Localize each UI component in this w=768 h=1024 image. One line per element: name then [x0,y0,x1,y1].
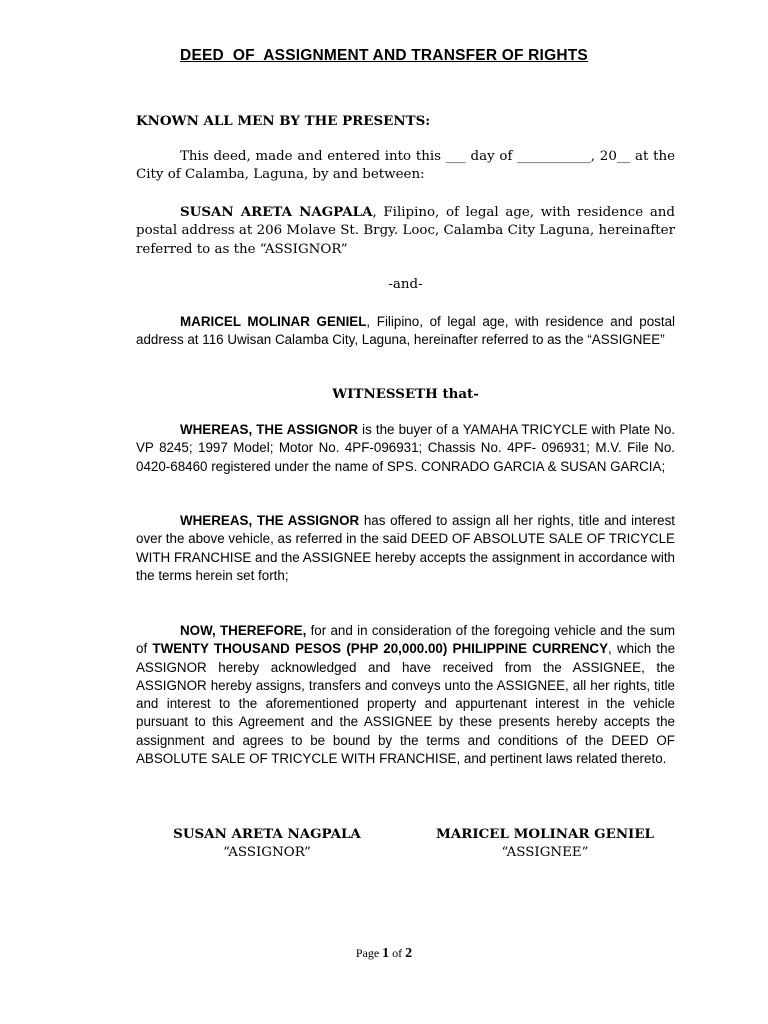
assignee-details: , Filipino, of legal age, with residence and postal address at 116 Uwisan Calamba City, Laguna, hereinafter referred to as the “ASSIGNEE” [136,314,675,348]
intro-paragraph: This deed, made and entered into this ___ day of ___________, 20__ at the City of Calamba, Laguna, by and between: [136,149,675,183]
assignor-details: , Filipino, of legal age, with residence and postal address at 206 Molave St. Brgy. Looc, Calamba City Laguna, hereinafter referred to as the “ASSIGNOR” [136,205,675,257]
whereas-1-text: is the buyer of a YAMAHA TRICYCLE with Plate No. VP 8245; 1997 Model; Motor No. 4PF-096931; Chassis No. 4PF- 096931; M.V. File No. 0420-68460 registered under the name of SPS. CONRADO GARCIA & SUSAN GARCIA; [136,422,675,474]
whereas-paragraph-2 [136,512,675,585]
now-therefore-lead: NOW, THEREFORE, [180,623,307,638]
now-therefore-text-1: for and in consideration of the foregoing vehicle and the sum of [136,623,675,657]
whereas-2-text: has offered to assign all her rights, title and interest over the above vehicle, as referred in the said DEED OF ABSOLUTE SALE OF TRICYCLE WITH FRANCHISE and the ASSIGNEE hereby accepts the assignment in accordance with the terms herein set forth; [136,513,675,583]
now-therefore-paragraph [136,622,675,768]
whereas-2-lead: WHEREAS, THE ASSIGNOR [180,513,360,528]
document-title-text: DEED OF ASSIGNMENT AND TRANSFER OF RIGHTS [180,47,588,64]
witnesseth-heading: WITNESSETH that- [332,386,479,402]
page-label: Page [355,946,380,960]
assignee-signature-block [415,825,675,862]
page-footer [0,946,768,962]
known-all-men-heading: KNOWN ALL MEN BY THE PRESENTS: [136,113,431,129]
and-separator: -and- [388,277,423,292]
now-therefore-text-2: , which the ASSIGNOR hereby acknowledged and have received from the ASSIGNEE, the ASSIGNOR hereby assigns, transfers and conveys unto the ASSIGNEE, all her rights, title and interest to the aforementioned property and appurtenant interest in the vehicle pursuant to this Agreement and the ASSIGNEE by these presents hereby accepts the assignment and agrees to be bound by the terms and conditions of the DEED OF ABSOLUTE SALE OF TRICYCLE WITH FRANCHISE, and pertinent laws related thereto. [136,641,676,767]
assignor-name: SUSAN ARETA NAGPALA [180,204,373,220]
document-title [0,47,768,65]
whereas-paragraph-1 [136,421,675,476]
assignee-signature-role: “ASSIGNEE” [501,844,589,860]
assignor-signature-block [137,825,397,862]
assignee-name: MARICEL MOLINAR GENIEL [180,314,367,329]
assignee-signature-name: MARICEL MOLINAR GENIEL [436,826,654,842]
page-total: 2 [405,946,413,961]
assignor-paragraph [136,203,675,259]
consideration-amount: TWENTY THOUSAND PESOS (PHP 20,000.00) PHILIPPINE CURRENCY [152,641,609,657]
page-number: 1 [382,946,390,961]
whereas-1-lead: WHEREAS, THE ASSIGNOR [180,422,359,437]
assignor-signature-name: SUSAN ARETA NAGPALA [173,826,361,842]
of-label: of [392,946,403,960]
assignee-paragraph [136,313,675,350]
assignor-signature-role: “ASSIGNOR” [223,844,311,860]
